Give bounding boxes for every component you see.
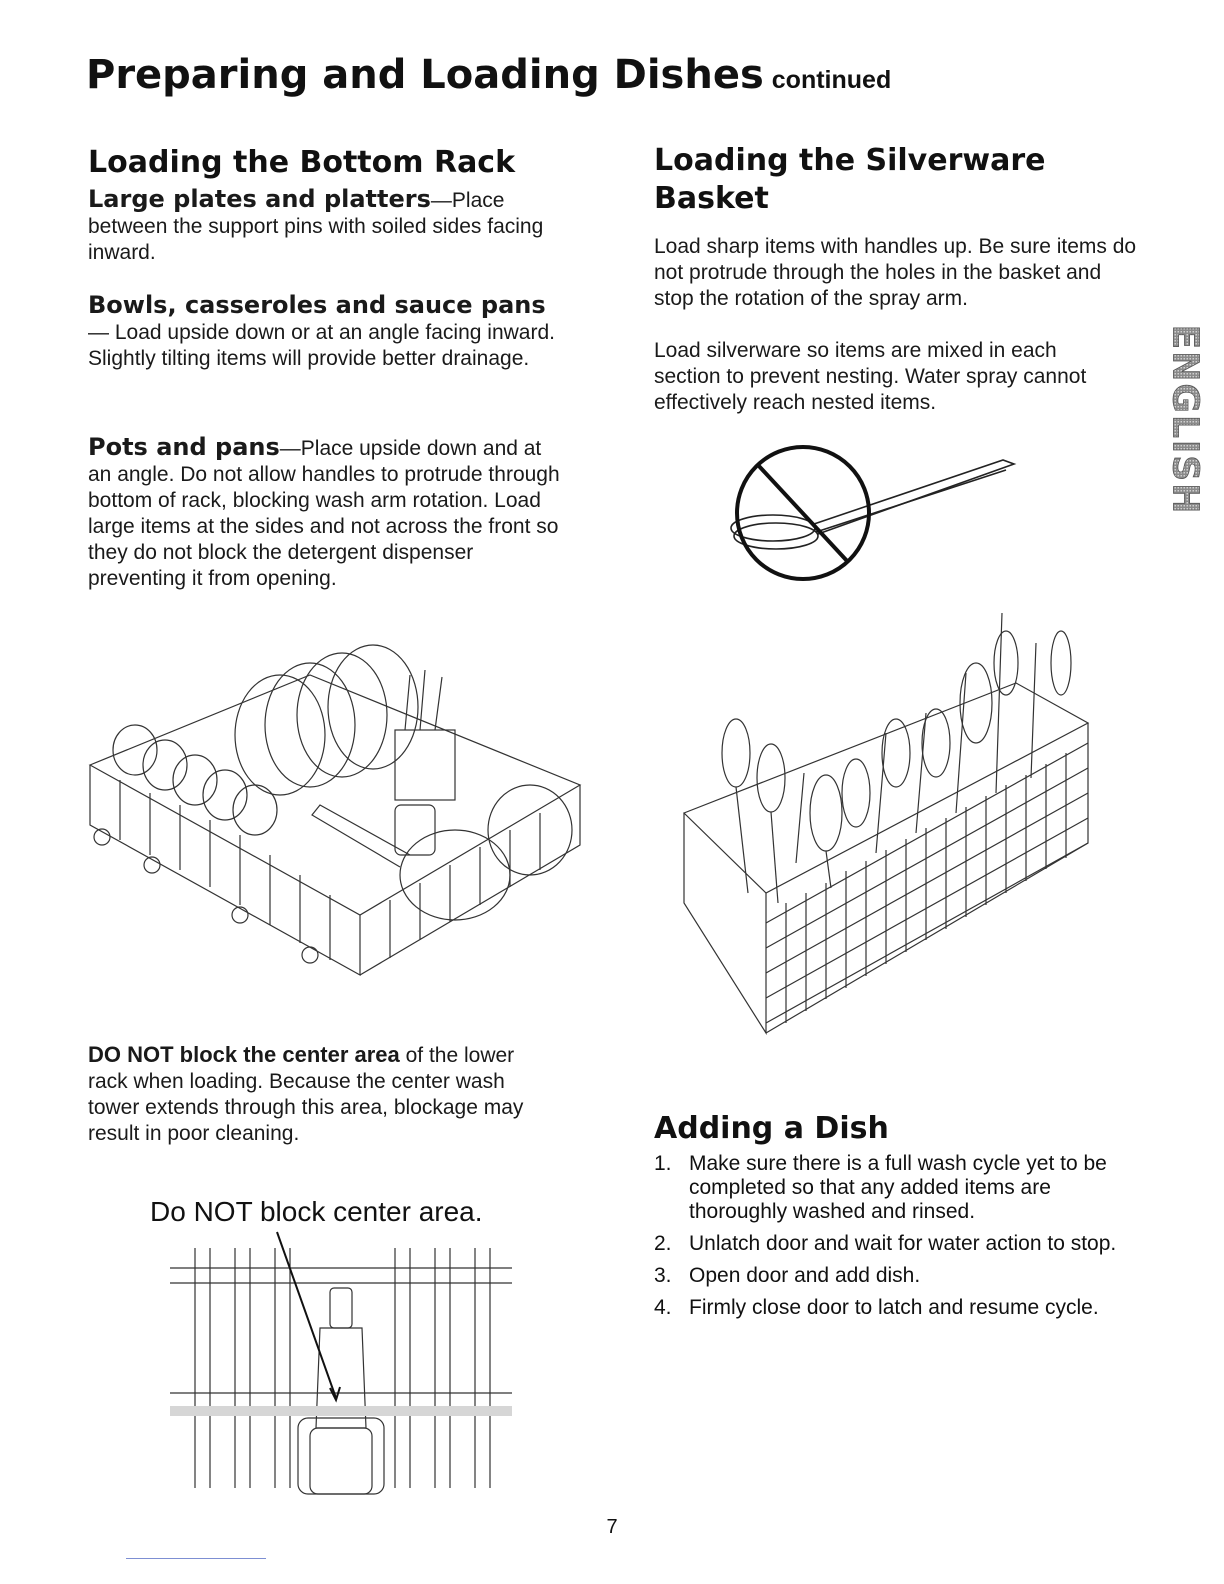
center-area-drawing xyxy=(170,1228,512,1496)
center-area-caption: Do NOT block center area. xyxy=(150,1196,483,1227)
adding-dish-steps xyxy=(654,1152,1154,1328)
center-area-paragraph xyxy=(88,1042,558,1147)
steps-list xyxy=(654,1152,1154,1320)
bottom-rack-heading: Loading the Bottom Rack xyxy=(88,145,516,180)
pots-lead: Pots and pans xyxy=(88,433,280,461)
step-text: Firmly close door to latch and resume cycle. xyxy=(689,1296,1099,1319)
footer-divider xyxy=(126,1558,266,1559)
language-side-tab-drawing xyxy=(1164,300,1206,540)
step-text: Make sure there is a full wash cycle yet to be completed so that any added items are thoroughly washed and rinsed. xyxy=(689,1152,1107,1223)
adding-dish-heading: Adding a Dish xyxy=(654,1111,889,1146)
silverware-paragraph-2: Load silverware so items are mixed in each section to prevent nesting. Water spray cannot effectively reach nested items. xyxy=(654,339,1087,414)
language-side-tab xyxy=(1164,300,1206,540)
step-item xyxy=(654,1232,1154,1256)
step-item xyxy=(654,1296,1154,1320)
step-number: 4. xyxy=(654,1296,672,1319)
side-tab-label: ENGLISH xyxy=(1164,324,1206,516)
step-item xyxy=(654,1152,1154,1224)
center-area-illustration xyxy=(170,1228,512,1496)
step-text: Unlatch door and wait for water action to stop. xyxy=(689,1232,1117,1255)
step-number: 2. xyxy=(654,1232,672,1255)
silverware-basket-illustration xyxy=(676,603,1102,1043)
step-number: 1. xyxy=(654,1152,672,1175)
plates-text: —Place between the support pins with soiled sides facing inward. xyxy=(88,189,544,264)
silverware-heading: Loading the Silverware Basket xyxy=(654,143,1046,216)
bowls-lead: Bowls, casseroles and sauce pans xyxy=(88,291,546,319)
silverware-paragraph-1: Load sharp items with handles up. Be sure items do not protrude through the holes in the basket and stop the rotation of the spray arm. xyxy=(654,235,1137,310)
step-item xyxy=(654,1264,1154,1288)
pots-paragraph xyxy=(88,434,568,592)
page-title xyxy=(86,52,891,98)
center-area-text: of the lower rack when loading. Because the center wash tower extends through this area, blockage may result in poor cleaning. xyxy=(88,1044,524,1145)
center-area-lead: DO NOT block the center area xyxy=(88,1042,400,1067)
bottom-rack-illustration xyxy=(80,615,590,995)
bowls-paragraph xyxy=(88,292,558,372)
page-title-main: Preparing and Loading Dishes xyxy=(86,52,764,98)
nested-spoons-drawing xyxy=(718,440,1018,585)
plates-lead: Large plates and platters xyxy=(88,185,431,213)
page-number: 7 xyxy=(606,1516,618,1538)
step-number: 3. xyxy=(654,1264,672,1287)
page-title-suffix: continued xyxy=(771,66,892,94)
bowls-text: — Load upside down or at an angle facing inward. Slightly tilting items will provide better drainage. xyxy=(88,321,555,370)
plates-paragraph xyxy=(88,186,578,266)
silverware-basket-drawing xyxy=(676,603,1102,1043)
pots-text: —Place upside down and at an angle. Do not allow handles to protrude through bottom of rack, blocking wash arm rotation. Load large items at the sides and not across the front so they do not block the detergent dispenser preventing it from opening. xyxy=(88,437,560,590)
bottom-rack-drawing xyxy=(80,615,590,995)
no-nesting-illustration xyxy=(718,440,1018,585)
step-text: Open door and add dish. xyxy=(689,1264,921,1287)
